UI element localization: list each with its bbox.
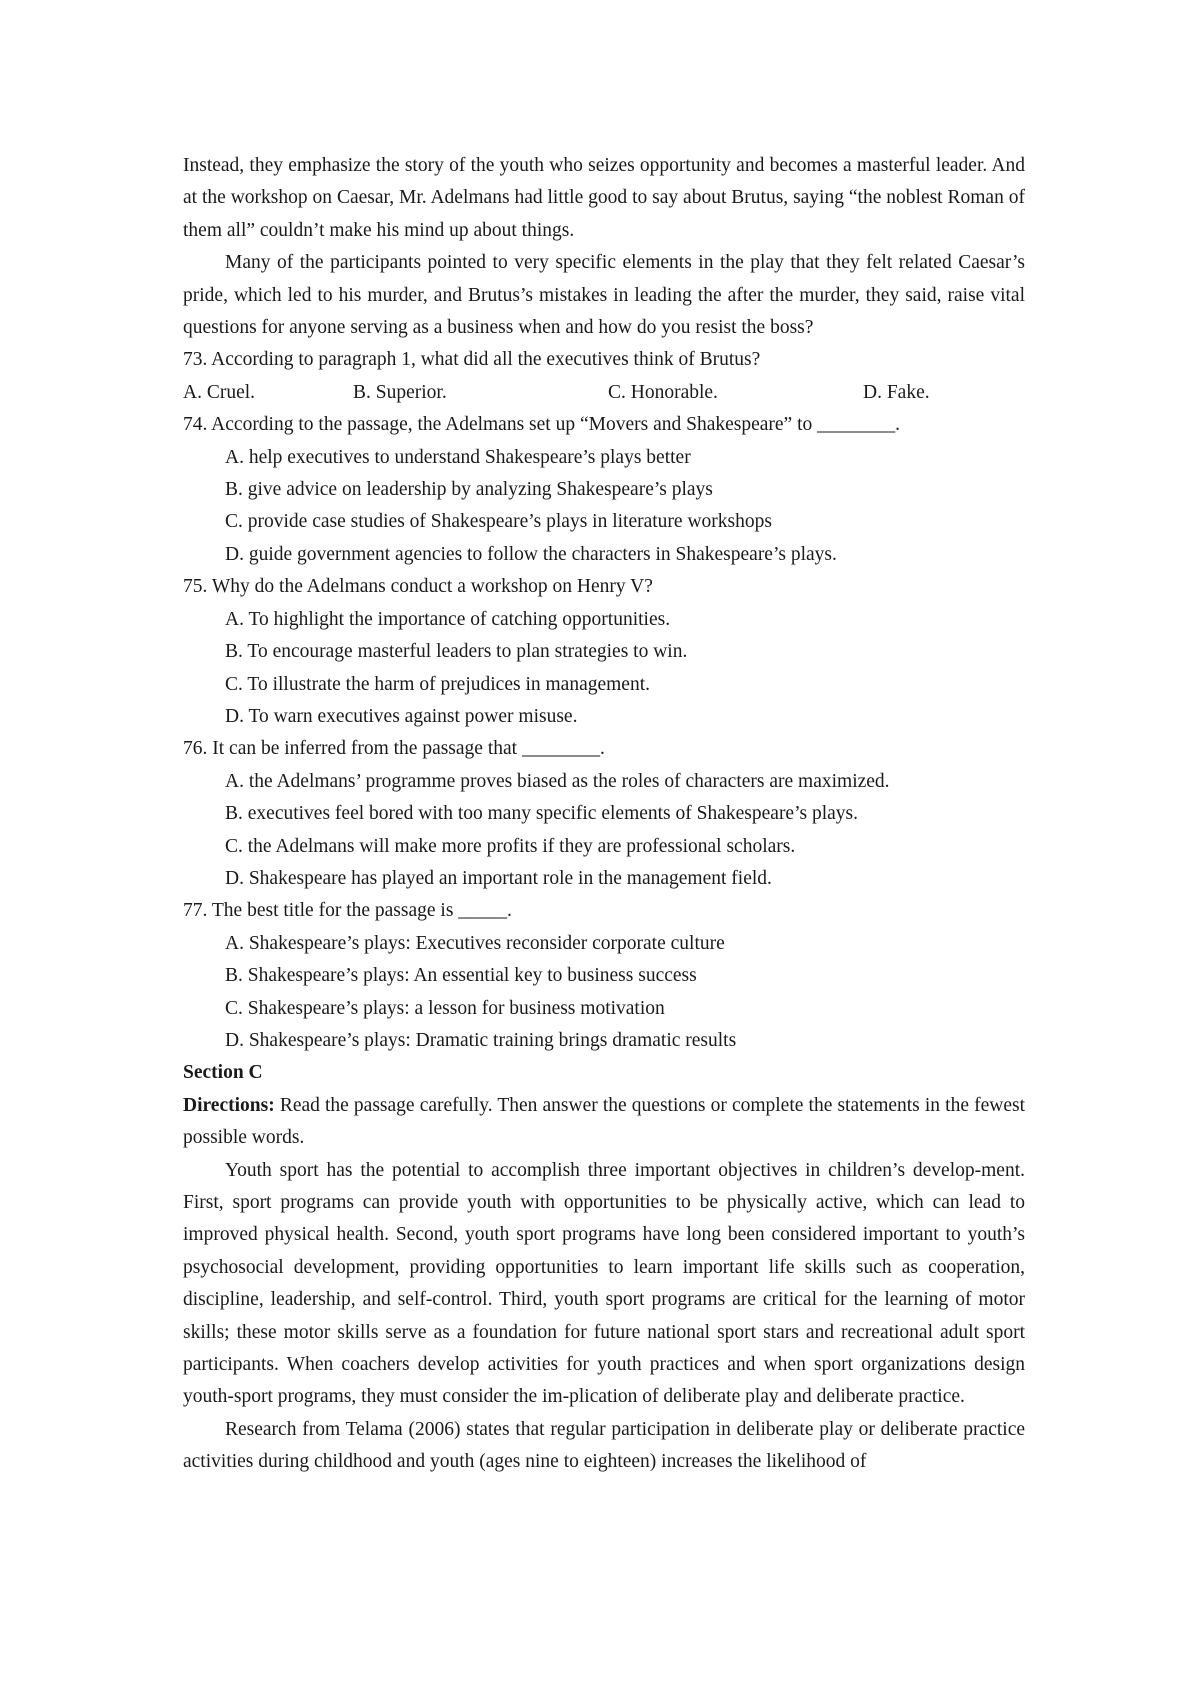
option-d: D. guide government agencies to follow the characters in Shakespeare’s plays.	[225, 543, 837, 565]
option-c: C. the Adelmans will make more profits if they are professional scholars.	[225, 835, 796, 857]
question-77	[183, 895, 1025, 1057]
option-d: D. Shakespeare has played an important role in the management field.	[225, 867, 772, 889]
directions-label: Directions:	[183, 1094, 275, 1116]
option-d: D. Fake.	[863, 381, 930, 403]
passage-paragraph: Research from Telama (2006) states that regular participation in deliberate play or deliberate practice activities during childhood and youth (ages nine to eighteen) increases the likelihood of	[183, 1418, 1025, 1473]
question-75	[183, 571, 1025, 733]
option-a: A. Shakespeare’s plays: Executives reconsider corporate culture	[225, 932, 725, 954]
question-stem: 74. According to the passage, the Adelmans set up “Movers and Shakespeare” to ________.	[183, 414, 900, 436]
option-a: A. To highlight the importance of catching opportunities.	[225, 608, 671, 630]
option-b: B. Superior.	[353, 381, 447, 403]
directions-text: Read the passage carefully. Then answer the questions or complete the statements in the fewest possible words.	[183, 1094, 1025, 1149]
question-stem: 76. It can be inferred from the passage that ________.	[183, 738, 605, 760]
option-c: C. Shakespeare’s plays: a lesson for business motivation	[225, 997, 665, 1019]
option-d: D. To warn executives against power misuse.	[225, 705, 578, 727]
option-b: B. Shakespeare’s plays: An essential key to business success	[225, 965, 697, 987]
document-page	[183, 150, 1025, 1479]
passage-paragraph: Instead, they emphasize the story of the youth who seizes opportunity and becomes a masterful leader. And at the workshop on Caesar, Mr. Adelmans had little good to say about Brutus, saying “the noblest Roman of them all” couldn’t make his mind up about things.	[183, 155, 1025, 241]
option-c: C. Honorable.	[608, 381, 718, 403]
question-stem: 73. According to paragraph 1, what did all the executives think of Brutus?	[183, 349, 761, 371]
option-b: B. give advice on leadership by analyzing Shakespeare’s plays	[225, 479, 713, 501]
directions	[183, 1090, 1025, 1155]
question-stem: 77. The best title for the passage is _____.	[183, 900, 512, 922]
question-76	[183, 733, 1025, 895]
option-b: B. executives feel bored with too many specific elements of Shakespeare’s plays.	[225, 803, 859, 825]
option-a: A. help executives to understand Shakespeare’s plays better	[225, 446, 691, 468]
question-73	[183, 344, 1025, 409]
option-a: A. the Adelmans’ programme proves biased as the roles of characters are maximized.	[225, 770, 890, 792]
options-row	[183, 377, 1025, 409]
option-d: D. Shakespeare’s plays: Dramatic training brings dramatic results	[225, 1029, 737, 1051]
question-74	[183, 409, 1025, 571]
option-b: B. To encourage masterful leaders to plan strategies to win.	[225, 641, 688, 663]
passage-paragraph: Many of the participants pointed to very specific elements in the play that they felt related Caesar’s pride, which led to his murder, and Brutus’s mistakes in leading the after the murder, they said, raise vital questions for anyone serving as a business when and how do you resist the boss?	[183, 252, 1025, 339]
option-c: C. To illustrate the harm of prejudices in management.	[225, 673, 650, 695]
option-c: C. provide case studies of Shakespeare’s plays in literature workshops	[225, 511, 772, 533]
option-a: A. Cruel.	[183, 381, 256, 403]
section-heading: Section C	[183, 1062, 263, 1084]
passage-paragraph: Youth sport has the potential to accomplish three important objectives in children’s develop-ment. First, sport programs can provide youth with opportunities to be physically active, which can lead to improved physical health. Second, youth sport programs have long been considered important to youth’s psychosocial development, providing opportunities to learn important life skills such as cooperation, discipline, leadership, and self-control. Third, youth sport programs are critical for the learning of motor skills; these motor skills serve as a foundation for future national sport stars and recreational adult sport participants. When coachers develop activities for youth practices and when sport organizations design youth-sport programs, they must consider the im-plication of deliberate play and deliberate practice.	[183, 1159, 1025, 1408]
question-stem: 75. Why do the Adelmans conduct a workshop on Henry V?	[183, 576, 653, 598]
